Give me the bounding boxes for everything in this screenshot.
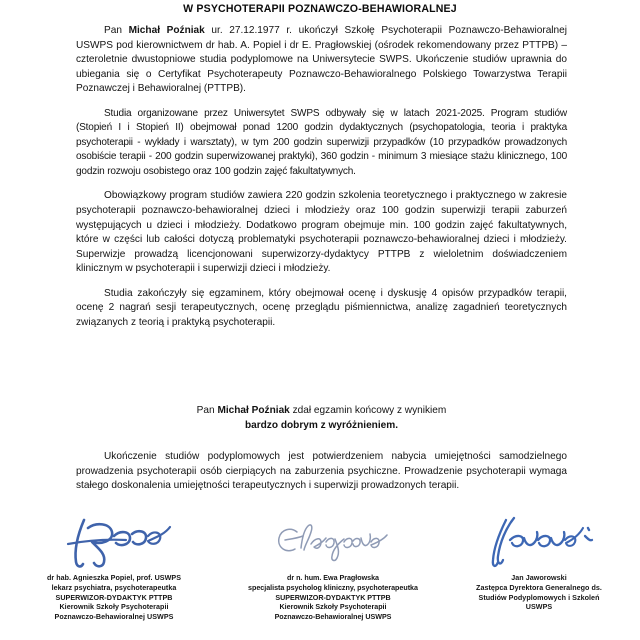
caption-line: SUPERWIZOR-DYDAKTYK PTTPB bbox=[55, 593, 173, 602]
caption-line: Poznawczo-Behawioralnej USWPS bbox=[274, 613, 392, 622]
caption-line: SUPERWIZOR-DYDAKTYK PTTPB bbox=[275, 593, 391, 602]
caption-line: Kierownik Szkoły Psychoterapii bbox=[59, 603, 169, 612]
exam-result-lead: Pan bbox=[196, 405, 218, 416]
exam-result-statement bbox=[76, 404, 567, 433]
caption-line: USWPS bbox=[525, 603, 553, 612]
caption-line: Studiów Podyplomowych i Szkoleń bbox=[478, 593, 600, 602]
document-closing bbox=[76, 450, 567, 494]
signature-caption-1 bbox=[0, 574, 228, 623]
signature-block-1 bbox=[0, 512, 228, 623]
paragraph-1-rest: ur. 27.12.1977 r. ukończył Szkołę Psychoterapii Poznawczo-Behawioralnej USWPS pod kierownictwem dr hab. A. Popiel i dr E. Pragłowskiej (ośrodek rekomendowany przez PTTPB) – czteroletnie dwustopniowe studia podyplomowe na Uniwersytecie SWPS. Ukończenie studiów uprawnia do ubiegania się o Certyfikat Psychoterapeuty Poznawczo-Behawioralnego Polskiego Towarzystwa Terapii Poznawczej i Behawioralnej (PTTPB). bbox=[76, 25, 568, 95]
paragraph-5: Ukończenie studiów podyplomowych jest potwierdzeniem nabycia umiejętności samodzielnego prowadzenia psychoterapii osób cierpiących na zaburzenia psychiczne. Prowadzenie psychoterapii wymaga stałego doskonalenia umiejętności terapeutycznych i superwizji prowadzonych terapii. bbox=[76, 451, 567, 492]
caption-line: dr hab. Agnieszka Popiel, prof. USWPS bbox=[46, 574, 182, 582]
signature-caption-2 bbox=[228, 574, 438, 623]
document-body bbox=[76, 24, 567, 330]
exam-result-grade: bardzo dobrym z wyróżnieniem. bbox=[244, 419, 399, 431]
paragraph-1 bbox=[76, 24, 567, 97]
caption-line: Kierownik Szkoły Psychoterapii bbox=[279, 603, 387, 612]
paragraph-3: Obowiązkowy program studiów zawiera 220 godzin szkolenia teoretycznego i praktycznego w zakresie psychoterapii poznawczo-behawioralnej dzieci i młodzieży oraz 100 godzin superwizji terapii zaburzeń występujących u dzieci i młodzieży. Dodatkowo program obejmuje min. 100 godzin zajęć fakultatywnych, które w części lub całości dotyczą problematyki psychoterapii poznawczo-behawioralnej dzieci i młodzieży. Superwizje prowadzą licencjonowani superwizorzy-dydaktycy PTTPB z wieloletnim doświadczeniem klinicznym w psychoterapii i superwizji dzieci i młodzieży. bbox=[76, 190, 567, 275]
caption-line: Poznawczo-Behawioralnej USWPS bbox=[54, 613, 174, 622]
signature-caption-3 bbox=[438, 574, 640, 613]
exam-result-name: Michał Poźniak bbox=[217, 405, 290, 416]
signature-block-3 bbox=[438, 512, 640, 613]
caption-line: dr n. hum. Ewa Pragłowska bbox=[287, 574, 379, 582]
signature-jan-jaworowski bbox=[438, 512, 640, 574]
signature-ewa-praglowska bbox=[228, 512, 438, 574]
signature-block-2 bbox=[228, 512, 438, 623]
paragraph-4: Studia zakończyły się egzaminem, który obejmował ocenę i dyskusję 4 opisów przypadków terapii, ocenę 2 nagrań sesji terapeutycznych, ocenę przeglądu piśmiennictwa, analizę zagadnień teoretycznych związanych z teorią i praktyką psychoterapii. bbox=[76, 287, 567, 328]
exam-result-middle: zdał egzamin końcowy z wynikiem bbox=[289, 405, 447, 416]
caption-line: specjalista psycholog kliniczny, psychoterapeutka bbox=[248, 583, 418, 592]
signature-agnieszka-popiel bbox=[0, 512, 228, 574]
paragraph-1-lead: Pan bbox=[104, 25, 129, 36]
document-title: W PSYCHOTERAPII POZNAWCZO-BEHAWIORALNEJ bbox=[183, 3, 457, 15]
caption-line: Jan Jaworowski bbox=[511, 574, 567, 582]
paragraph-2: Studia organizowane przez Uniwersytet SWPS odbywały się w latach 2021-2025. Program studiów (Stopień I i Stopień II) obejmował ponad 1200 godzin dydaktycznych (psychopatologia, teoria i praktyka psychoterapii - wykłady i warsztaty), w tym 200 godzin superwizji przypadków (10 przypadków prowadzonych osobiście terapii - 200 godzin superwizowanej praktyki), 360 godzin - minimum 3 miesiące stażu klinicznego, 100 godzin rozwoju osobistego oraz 100 godzin zajęć fakultatywnych. bbox=[76, 107, 567, 177]
caption-line: lekarz psychiatra, psychoterapeutka bbox=[51, 583, 177, 592]
caption-line: Zastępca Dyrektora Generalnego ds. bbox=[476, 583, 602, 592]
graduate-name-inline: Michał Poźniak bbox=[128, 25, 205, 36]
signature-row bbox=[0, 512, 640, 623]
